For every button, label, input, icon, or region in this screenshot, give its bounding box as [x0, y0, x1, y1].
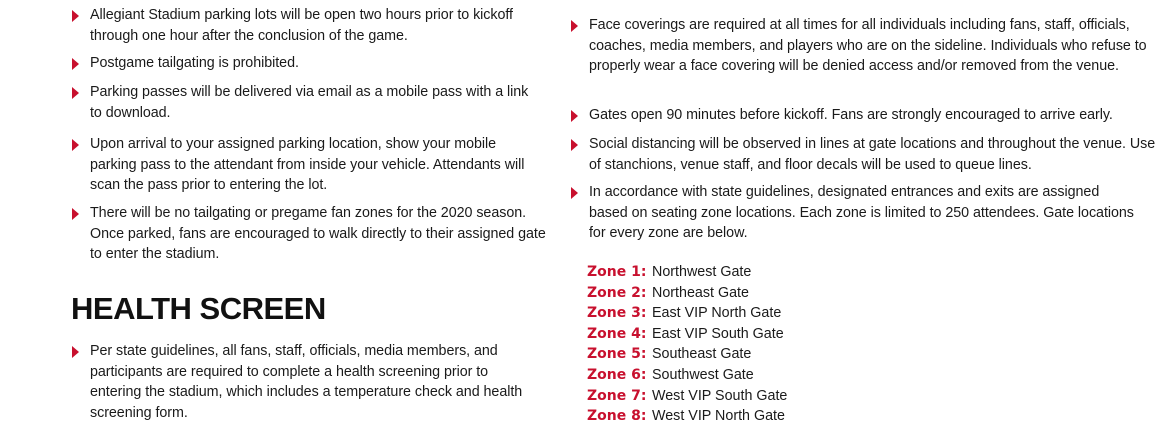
zone-gate: West VIP North Gate: [652, 408, 785, 425]
bullet-text: Postgame tailgating is prohibited.: [90, 55, 299, 71]
parking-bullet: [70, 82, 530, 123]
bullet-arrow-icon: [571, 110, 578, 122]
zone-gate-list: [587, 262, 787, 427]
bullet-text: Social distancing will be observed in lines at gate locations and throughout the venue. Use of stanchions, venue staff, and floor decals will be used to queue lines.: [589, 136, 1156, 173]
parking-bullet: [70, 134, 544, 196]
bullet-text: Upon arrival to your assigned parking location, show your mobile parking pass to the attendant from inside your vehicle. Attendants will scan the pass prior to entering the lot.: [90, 136, 525, 194]
zone-row: [587, 386, 787, 407]
zone-row: [587, 283, 787, 304]
bullet-arrow-icon: [72, 208, 79, 220]
zone-gate: Southeast Gate: [652, 346, 752, 363]
zone-label: Zone 8:: [587, 408, 647, 425]
bullet-arrow-icon: [72, 346, 79, 358]
bullet-arrow-icon: [571, 20, 578, 32]
zone-label: Zone 1:: [587, 264, 647, 280]
bullet-arrow-icon: [72, 58, 79, 70]
bullet-text: Gates open 90 minutes before kickoff. Fans are strongly encouraged to arrive early.: [589, 107, 1113, 123]
zone-gate: East VIP South Gate: [652, 325, 784, 342]
parking-bullet: [70, 53, 530, 74]
bullet-text: There will be no tailgating or pregame fan zones for the 2020 season. Once parked, fans are encouraged to walk directly to their assigned gate to enter the stadium.: [90, 205, 546, 263]
health-screen-bullet: [70, 341, 540, 423]
zone-gate: Northwest Gate: [652, 264, 752, 280]
zone-label: Zone 4:: [587, 325, 647, 342]
health-screen-title: HEALTH SCREEN: [71, 291, 326, 326]
zone-gate: West VIP South Gate: [652, 387, 788, 404]
bullet-text: In accordance with state guidelines, designated entrances and exits are assigned based on seating zone locations. Each zone is limited to 250 attendees. Gate locations for every zone are below.: [589, 184, 1134, 242]
bullet-arrow-icon: [72, 10, 79, 22]
zone-label: Zone 7:: [587, 387, 647, 404]
venue-bullet: [569, 182, 1139, 244]
bullet-arrow-icon: [72, 87, 79, 99]
parking-bullet: [70, 5, 530, 46]
bullet-arrow-icon: [571, 187, 578, 199]
zone-row: [587, 344, 787, 365]
bullet-arrow-icon: [571, 139, 578, 151]
zone-label: Zone 6:: [587, 366, 647, 383]
zone-gate: East VIP North Gate: [652, 305, 782, 322]
zone-row: [587, 365, 787, 386]
zone-label: Zone 3:: [587, 305, 647, 322]
zone-row: [587, 324, 787, 345]
bullet-text: Per state guidelines, all fans, staff, officials, media members, and participants are required to complete a health screening prior to entering the stadium, which includes a temperature check and health screening form.: [90, 343, 523, 421]
zone-gate: Northeast Gate: [652, 284, 749, 301]
venue-bullet: [569, 15, 1154, 77]
zone-row: [587, 406, 787, 427]
bullet-text: Parking passes will be delivered via email as a mobile pass with a link to download.: [90, 84, 529, 121]
parking-bullet: [70, 203, 550, 265]
zone-label: Zone 5:: [587, 346, 647, 363]
bullet-text: Allegiant Stadium parking lots will be open two hours prior to kickoff through one hour after the conclusion of the game.: [90, 7, 513, 44]
bullet-text: Face coverings are required at all times for all individuals including fans, staff, officials, coaches, media members, and players who are on the sideline. Individuals who refuse to properly wear a face covering will be denied access and/or removed from the venue.: [589, 17, 1147, 75]
bullet-arrow-icon: [72, 139, 79, 151]
zone-row: [587, 303, 787, 324]
zone-label: Zone 2:: [587, 284, 647, 301]
venue-bullet: [569, 134, 1159, 175]
zone-gate: Southwest Gate: [652, 366, 754, 383]
zone-row: [587, 262, 787, 283]
venue-bullet: [569, 105, 1168, 126]
